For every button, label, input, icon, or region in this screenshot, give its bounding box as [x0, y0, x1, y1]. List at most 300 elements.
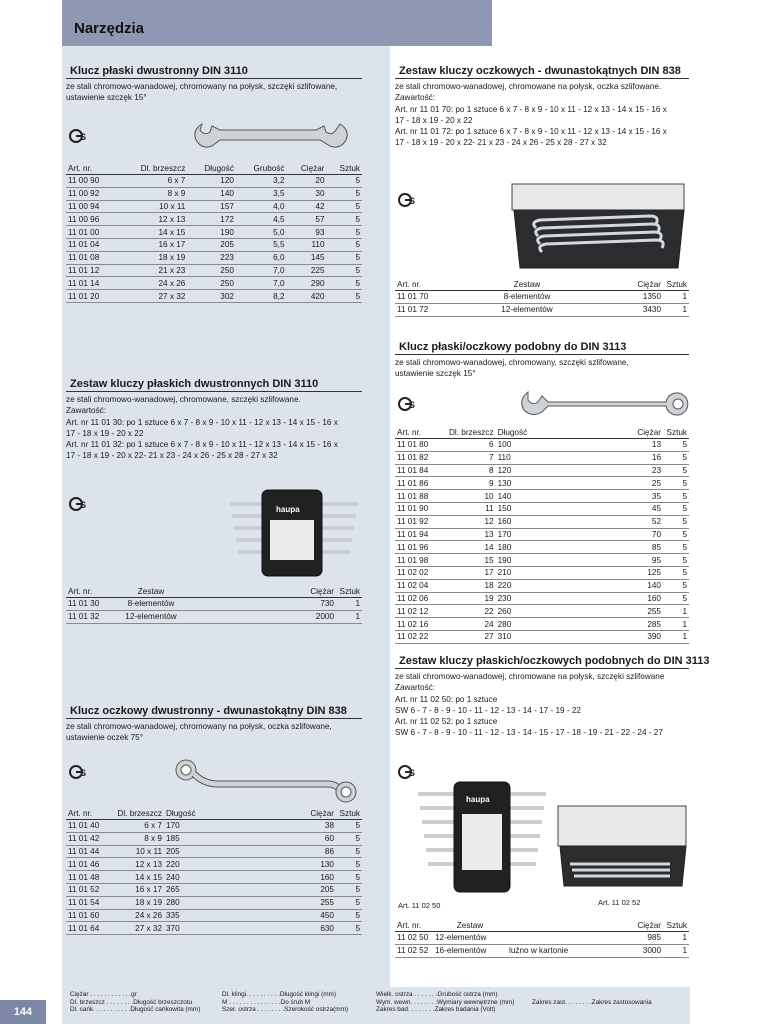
table-cell: 125	[623, 566, 663, 579]
table-row	[395, 303, 689, 316]
table-cell: 5	[663, 566, 689, 579]
table-cell: 5	[336, 896, 362, 909]
table-cell: 6 x 7	[114, 820, 164, 833]
table-cell: 5	[327, 290, 362, 303]
table-cell: 24 x 26	[114, 909, 164, 922]
image-caption: Art. 11 02 50	[398, 901, 441, 910]
table-cell: 11 01 72	[395, 303, 455, 316]
table-cell: 16	[623, 451, 663, 464]
table-row	[66, 213, 362, 226]
product-table: Art. nr. Zestaw Ciężar Sztuk 11 01 70 8-elementów 1350 1 11 01 72 12-elementów 3430 1	[397, 280, 687, 315]
table-cell: 1350	[599, 291, 663, 304]
section-description: ze stali chromowo-wanadowej, chromowane na połysk, szczęki szlifowane Zawartość: Art. nr 11 02 50: po 1 sztuce SW 6 - 7 - 8 - 9 - 10 - 11 - 12 - 13 - 14 - 17 - 19 - 22 Art. nr 11 02 52: po 1 sztuce SW 6 - 7 - 8 - 9 - 10 - 11 - 12 - 13 - 14 - 15 - 17 - 18 - 19 - 21 - 22 - 24 - 27	[395, 672, 665, 738]
table-cell: 57	[287, 213, 327, 226]
table-row	[395, 451, 689, 464]
table-cell: 280	[164, 896, 292, 909]
page-title: Narzędzia	[74, 20, 145, 37]
table-cell: 205	[187, 238, 236, 251]
legend-column: Zakres zast. . . . . . . .Zakres zastosowania	[532, 998, 652, 1006]
table-cell: 170	[496, 528, 623, 541]
gs-certification-icon	[68, 496, 90, 512]
table-cell: 5	[663, 464, 689, 477]
table-cell: 18	[447, 579, 496, 592]
table-row	[66, 238, 362, 251]
table-row	[66, 175, 362, 188]
table-row	[395, 490, 689, 503]
table-cell: 180	[496, 541, 623, 554]
table-cell: 70	[623, 528, 663, 541]
table-cell: 15	[447, 554, 496, 567]
table-cell: 3000	[619, 944, 663, 957]
table-cell: 5	[336, 871, 362, 884]
table-cell: 1	[336, 598, 362, 611]
table-cell: 230	[496, 592, 623, 605]
table-cell: 95	[623, 554, 663, 567]
table-cell: 1	[663, 605, 689, 618]
table-cell: 5	[336, 845, 362, 858]
table-cell: 9	[447, 477, 496, 490]
table-cell: 19	[447, 592, 496, 605]
table-cell: 223	[187, 251, 236, 264]
table-cell: luźno w kartonie	[507, 944, 619, 957]
table-cell: 11 01 64	[66, 922, 114, 935]
table-cell: 190	[187, 226, 236, 239]
table-cell: 16 x 17	[114, 883, 164, 896]
table-row	[395, 592, 689, 605]
table-cell: 8	[447, 464, 496, 477]
legend-column: Dl. klingi. . . . . . . . . .Długość klingi (mm) M . . . . . . . . . . . . . . .Do śrub M Szer. ostrza . . . . . . . .Szerokość ostrza(mm)	[222, 991, 349, 1014]
table-cell: 5	[336, 858, 362, 871]
table-cell: 225	[287, 264, 327, 277]
svg-text:S: S	[409, 196, 416, 206]
table-cell: 12-elementów	[433, 932, 507, 945]
table-cell: 14 x 15	[114, 871, 164, 884]
table-row	[395, 464, 689, 477]
table-row	[66, 200, 362, 213]
table-cell: 11 01 00	[66, 226, 117, 239]
table-cell: 11 01 80	[395, 439, 447, 452]
table-cell: 11 01 90	[395, 502, 447, 515]
combination-wrench-set-box-illustration	[556, 804, 688, 888]
section-combination-wrench	[395, 341, 689, 380]
table-cell: 110	[496, 451, 623, 464]
table-cell: 12-elementów	[455, 303, 599, 316]
gs-certification-icon	[397, 192, 419, 208]
svg-text:S: S	[80, 500, 87, 510]
table-cell: 11 01 14	[66, 277, 117, 290]
table-row	[66, 858, 362, 871]
table-cell: 18 x 19	[114, 896, 164, 909]
table-cell: 20	[287, 175, 327, 188]
table-cell: 11 01 12	[66, 264, 117, 277]
page-header	[62, 0, 492, 46]
table-combination-wrench-set	[395, 920, 689, 958]
table-cell: 160	[496, 515, 623, 528]
table-cell: 5	[327, 200, 362, 213]
table-cell: 11 01 60	[66, 909, 114, 922]
table-row	[395, 439, 689, 452]
table-row	[66, 264, 362, 277]
table-cell: 157	[187, 200, 236, 213]
table-cell: 265	[164, 883, 292, 896]
table-cell: 7	[447, 451, 496, 464]
table-cell: 11 01 52	[66, 883, 114, 896]
table-cell: 5	[336, 820, 362, 833]
table-cell: 4,0	[236, 200, 287, 213]
table-cell: 5	[663, 541, 689, 554]
table-cell: 120	[496, 464, 623, 477]
table-cell: 420	[287, 290, 327, 303]
table-cell: 11 00 92	[66, 187, 117, 200]
gs-certification-icon	[397, 396, 419, 412]
table-cell: 5	[327, 226, 362, 239]
table-row	[66, 187, 362, 200]
table-cell: 11	[447, 502, 496, 515]
table-row	[395, 291, 689, 304]
table-cell: 11 01 84	[395, 464, 447, 477]
flat-wrench-illustration	[188, 118, 358, 154]
table-cell: 11 02 22	[395, 630, 447, 643]
svg-text:S: S	[409, 768, 416, 778]
section-title: Klucz oczkowy dwustronny - dwunastokątny DIN 838	[66, 705, 362, 719]
table-cell: 5,5	[236, 238, 287, 251]
legend-column: Wielk. ostrza . . . . . . .Grubość ostrza (mm) Wym. wewn. . . . . . . .Wymiary wewnętrzne (mm) Zakres bad. . . . . . . .Zakres badania (Volt)	[376, 991, 515, 1014]
combination-wrench-set-holder-illustration	[414, 780, 550, 896]
table-cell: 5	[663, 554, 689, 567]
table-cell: 38	[292, 820, 336, 833]
table-row	[66, 883, 362, 896]
table-cell: 13	[447, 528, 496, 541]
table-cell: 205	[292, 883, 336, 896]
table-cell: 450	[292, 909, 336, 922]
table-cell: 22	[447, 605, 496, 618]
table-cell: 8-elementów	[116, 598, 186, 611]
table-cell: 240	[164, 871, 292, 884]
table-cell: 11 01 40	[66, 820, 114, 833]
product-table: Art. nr. Zestaw Ciężar Sztuk 11 02 50 12-elementów 985 1 11 02 52 16-elementów luźno w kartonie 3000 1	[397, 921, 687, 956]
table-cell: 12 x 13	[117, 213, 187, 226]
table-row	[395, 566, 689, 579]
table-cell: 205	[164, 845, 292, 858]
table-cell: 100	[496, 439, 623, 452]
gs-certification-icon	[397, 764, 419, 780]
section-title: Zestaw kluczy płaskich/oczkowych podobnych do DIN 3113	[395, 655, 689, 669]
table-cell: 7,0	[236, 264, 287, 277]
table-cell: 6	[447, 439, 496, 452]
table-cell: 11 02 02	[395, 566, 447, 579]
table-cell: 11 01 92	[395, 515, 447, 528]
table-cell: 7,0	[236, 277, 287, 290]
table-cell: 45	[623, 502, 663, 515]
footer-legend	[62, 987, 690, 1024]
table-cell: 130	[292, 858, 336, 871]
table-cell: 23	[623, 464, 663, 477]
table-cell: 220	[496, 579, 623, 592]
table-cell: 172	[187, 213, 236, 226]
table-cell: 1	[663, 630, 689, 643]
table-cell: 170	[164, 820, 292, 833]
table-cell: 11 00 96	[66, 213, 117, 226]
table-cell: 42	[287, 200, 327, 213]
table-row	[66, 909, 362, 922]
table-cell: 11 01 20	[66, 290, 117, 303]
table-cell: 5	[336, 832, 362, 845]
product-table: Art. nr. Dl. brzeszcz Długość Ciężar Sztuk 11 01 80 6 100 13 5 11 01 82 7 110 16 5 11 01 84 8 120 23 5 11 01 86 9 130 25 5 11 01 88 10 140 35 5 11 01 90 11 150 45 5 11 01 92 12 160 52 5 11 01 94 13 170 70 5 11 01 96 14 180 85 5 11 01 98 15 190 95 5 11 02 02 17 210 125 5 11 02 04 18 220 140 5 11 02 06 19 230 160 5 11 02 12 22 260 255 1 11 02 16 24 280 285 1 11 02 22 27 310 390 1	[397, 428, 687, 642]
table-cell: 11 02 06	[395, 592, 447, 605]
table-cell: 160	[292, 871, 336, 884]
section-description: ze stali chromowo-wanadowej, chromowany na połysk, szczęki szlifowane, ustawienie szczęk 15°	[66, 82, 338, 103]
svg-text:S: S	[80, 768, 87, 778]
table-cell: 250	[187, 277, 236, 290]
table-cell: 5	[663, 451, 689, 464]
table-cell: 11 01 96	[395, 541, 447, 554]
table-row	[395, 944, 689, 957]
table-cell: 11 01 44	[66, 845, 114, 858]
table-cell: 5	[663, 439, 689, 452]
brand-label: haupa	[276, 505, 300, 514]
table-cell: 11 01 08	[66, 251, 117, 264]
table-cell	[507, 932, 619, 945]
table-cell: 110	[287, 238, 327, 251]
table-cell: 5	[663, 502, 689, 515]
table-cell: 11 01 88	[395, 490, 447, 503]
table-cell: 130	[496, 477, 623, 490]
table-cell: 27 x 32	[117, 290, 187, 303]
table-cell: 11 01 94	[395, 528, 447, 541]
table-cell: 5	[327, 175, 362, 188]
table-cell: 3430	[599, 303, 663, 316]
table-cell: 4,5	[236, 213, 287, 226]
table-cell: 5	[663, 477, 689, 490]
table-cell: 11 02 50	[395, 932, 433, 945]
svg-text:S: S	[80, 132, 87, 142]
table-cell: 60	[292, 832, 336, 845]
table-cell: 5	[336, 909, 362, 922]
table-cell: 8-elementów	[455, 291, 599, 304]
table-cell: 14	[447, 541, 496, 554]
table-cell: 11 01 42	[66, 832, 114, 845]
table-cell: 16-elementów	[433, 944, 507, 957]
table-row	[395, 502, 689, 515]
table-cell: 1	[336, 610, 362, 623]
table-cell: 370	[164, 922, 292, 935]
table-cell: 985	[619, 932, 663, 945]
table-cell: 5	[327, 238, 362, 251]
table-flat-wrench-set	[66, 586, 362, 624]
table-cell: 11 01 70	[395, 291, 455, 304]
table-cell: 280	[496, 618, 623, 631]
section-ring-wrench-set	[395, 65, 689, 149]
table-cell: 255	[623, 605, 663, 618]
table-cell: 11 02 16	[395, 618, 447, 631]
table-row	[395, 630, 689, 643]
table-row	[66, 610, 362, 623]
table-cell: 12-elementów	[116, 610, 186, 623]
table-cell: 14 x 15	[117, 226, 187, 239]
table-cell: 27	[447, 630, 496, 643]
table-cell: 11 02 04	[395, 579, 447, 592]
table-cell: 11 01 82	[395, 451, 447, 464]
table-cell: 1	[663, 303, 689, 316]
table-cell: 11 01 54	[66, 896, 114, 909]
table-cell: 10	[447, 490, 496, 503]
table-row	[395, 932, 689, 945]
table-cell: 5	[663, 528, 689, 541]
table-cell: 1	[663, 944, 689, 957]
table-row	[66, 251, 362, 264]
flat-wrench-set-holder-illustration	[226, 486, 362, 580]
table-cell: 5	[327, 251, 362, 264]
table-cell: 390	[623, 630, 663, 643]
table-cell: 3,5	[236, 187, 287, 200]
table-cell: 11 01 46	[66, 858, 114, 871]
section-title: Zestaw kluczy płaskich dwustronnych DIN 3110	[66, 378, 362, 392]
table-cell: 260	[496, 605, 623, 618]
section-flat-wrench-set	[66, 378, 362, 462]
table-row	[395, 618, 689, 631]
table-cell: 10 x 11	[117, 200, 187, 213]
table-combination-wrench	[395, 427, 689, 644]
table-cell: 10 x 11	[114, 845, 164, 858]
table-cell: 93	[287, 226, 327, 239]
page-number: 144	[0, 1000, 46, 1024]
table-row	[66, 598, 362, 611]
table-cell: 11 01 30	[66, 598, 116, 611]
table-cell: 5	[327, 277, 362, 290]
table-cell: 8 x 9	[114, 832, 164, 845]
section-title: Zestaw kluczy oczkowych - dwunastokątnych DIN 838	[395, 65, 689, 79]
table-row	[66, 845, 362, 858]
gs-certification-icon	[68, 764, 90, 780]
table-row	[395, 579, 689, 592]
brand-label: haupa	[466, 795, 490, 804]
table-cell: 11 02 12	[395, 605, 447, 618]
table-row	[395, 528, 689, 541]
table-cell: 285	[623, 618, 663, 631]
table-row	[66, 820, 362, 833]
table-row	[66, 896, 362, 909]
table-row	[66, 277, 362, 290]
table-cell: 120	[187, 175, 236, 188]
table-cell: 1	[663, 932, 689, 945]
legend-column: Ciężar . . . . . . . . . . . .gr Dl. brzeszcz . . . . . . . .Długość brzeszczotu Dl. cańk. . . . . . . . . . .Długość cańkowita (mm)	[70, 991, 201, 1014]
table-row	[66, 871, 362, 884]
product-table: Art. nr. Dl. brzeszcz Długość Ciężar Sztuk 11 01 40 6 x 7 170 38 5 11 01 42 8 x 9 185 60 5 11 01 44 10 x 11 205 86 5 11 01 46 12 x 13 220 130 5 11 01 48 14 x 15 240 160 5 11 01 52 16 x 17 265 205 5 11 01 54 18 x 19 280 255 5 11 01 60 24 x 26 335 450 5 11 01 64 27 x 32 370 630 5	[68, 809, 360, 933]
table-cell: 150	[496, 502, 623, 515]
table-cell: 86	[292, 845, 336, 858]
table-row	[395, 605, 689, 618]
section-description: ze stali chromowo-wanadowej, chromowany, szczęki szlifowane, ustawienie szczęk 15°	[395, 358, 629, 379]
gs-certification-icon	[68, 128, 90, 144]
table-cell: 145	[287, 251, 327, 264]
table-cell: 11 02 52	[395, 944, 433, 957]
table-cell: 11 01 04	[66, 238, 117, 251]
table-cell: 11 00 90	[66, 175, 117, 188]
table-cell: 5	[327, 264, 362, 277]
table-cell: 12	[447, 515, 496, 528]
table-cell: 140	[496, 490, 623, 503]
section-description: ze stali chromowo-wanadowej, chromowane na połysk, oczka szlifowane. Zawartość: Art. nr 11 01 70: po 1 sztuce 6 x 7 - 8 x 9 - 10 x 11 - 12 x 13 - 14 x 15 - 16 x 17 - 18 x 19 - 20 x 22 Art. nr 11 01 72: po 1 sztuce 6 x 7 - 8 x 9 - 10 x 11 - 12 x 13 - 14 x 15 - 16 x 17 - 18 x 19 - 20 x 22- 21 x 23 - 24 x 26 - 25 x 28 - 27 x 32	[395, 82, 667, 148]
table-cell: 27 x 32	[114, 922, 164, 935]
table-cell: 30	[287, 187, 327, 200]
table-cell: 2000	[186, 610, 336, 623]
table-cell: 5	[327, 213, 362, 226]
table-cell: 5	[336, 922, 362, 935]
table-cell: 210	[496, 566, 623, 579]
table-cell: 18 x 19	[117, 251, 187, 264]
table-cell: 25	[623, 477, 663, 490]
table-cell: 335	[164, 909, 292, 922]
table-cell: 24	[447, 618, 496, 631]
table-cell: 21 x 23	[117, 264, 187, 277]
table-cell: 11 01 86	[395, 477, 447, 490]
table-row	[66, 832, 362, 845]
section-combination-wrench-set	[395, 655, 710, 739]
table-row	[395, 515, 689, 528]
table-cell: 5	[327, 187, 362, 200]
svg-text:S: S	[409, 400, 416, 410]
combination-wrench-illustration	[516, 388, 692, 422]
ring-wrench-set-case-illustration	[508, 180, 688, 275]
table-row	[66, 922, 362, 935]
ring-wrench-illustration	[174, 758, 360, 804]
table-cell: 250	[187, 264, 236, 277]
image-caption: Art. 11 02 52	[598, 898, 641, 907]
section-description: ze stali chromowo-wanadowej, chromowany na połysk, oczka szlifowane, ustawienie oczek 75°	[66, 722, 332, 743]
section-ring-wrench	[66, 705, 362, 744]
table-cell: 11 01 98	[395, 554, 447, 567]
table-cell: 11 00 94	[66, 200, 117, 213]
table-cell: 302	[187, 290, 236, 303]
table-cell: 5	[663, 592, 689, 605]
table-cell: 290	[287, 277, 327, 290]
table-ring-wrench	[66, 808, 362, 935]
section-flat-wrench	[66, 65, 362, 104]
table-cell: 85	[623, 541, 663, 554]
product-table: Art. nr. Dl. brzeszcz Długość Grubość Ciężar Sztuk 11 00 90 6 x 7 120 3,2 20 5 11 00 92 8 x 9 140 3,5 30 5 11 00 94 10 x 11 157 4,0 42 5 11 00 96 12 x 13 172 4,5 57 5 11 01 00 14 x 15 190 5,0 93 5 11 01 04 16 x 17 205 5,5 110 5 11 01 08 18 x 19 223 6,0 145 5 11 01 12 21 x 23 250 7,0 225 5 11 01 14 24 x 26 250 7,0 290 5 11 01 20 27 x 32 302 8,2 420 5	[68, 164, 360, 301]
table-flat-wrench	[66, 163, 362, 303]
section-title: Klucz płaski dwustronny DIN 3110	[66, 65, 362, 79]
table-cell: 35	[623, 490, 663, 503]
table-cell: 630	[292, 922, 336, 935]
table-cell: 6 x 7	[117, 175, 187, 188]
table-cell: 17	[447, 566, 496, 579]
table-cell: 13	[623, 439, 663, 452]
table-cell: 5,0	[236, 226, 287, 239]
table-cell: 310	[496, 630, 623, 643]
table-cell: 5	[663, 579, 689, 592]
table-cell: 185	[164, 832, 292, 845]
table-ring-wrench-set	[395, 279, 689, 317]
table-cell: 3,2	[236, 175, 287, 188]
table-cell: 220	[164, 858, 292, 871]
table-cell: 24 x 26	[117, 277, 187, 290]
table-cell: 11 01 48	[66, 871, 114, 884]
section-description: ze stali chromowo-wanadowej, chromowane, szczęki szlifowane. Zawartość: Art. nr 11 01 30: po 1 sztuce 6 x 7 - 8 x 9 - 10 x 11 - 12 x 13 - 14 x 15 - 16 x 17 - 18 x 19 - 20 x 22 Art. nr 11 01 32: po 1 sztuce 6 x 7 - 8 x 9 - 10 x 11 - 12 x 13 - 14 x 15 - 16 x 17 - 18 x 19 - 20 x 22- 21 x 23 - 24 x 26 - 25 x 28 - 27 x 32	[66, 395, 338, 461]
table-cell: 12 x 13	[114, 858, 164, 871]
table-cell: 5	[663, 490, 689, 503]
table-cell: 8,2	[236, 290, 287, 303]
table-cell: 255	[292, 896, 336, 909]
table-cell: 52	[623, 515, 663, 528]
table-row	[395, 477, 689, 490]
table-cell: 1	[663, 291, 689, 304]
table-cell: 8 x 9	[117, 187, 187, 200]
table-row	[66, 226, 362, 239]
table-cell: 160	[623, 592, 663, 605]
table-cell: 5	[336, 883, 362, 896]
table-cell: 140	[187, 187, 236, 200]
